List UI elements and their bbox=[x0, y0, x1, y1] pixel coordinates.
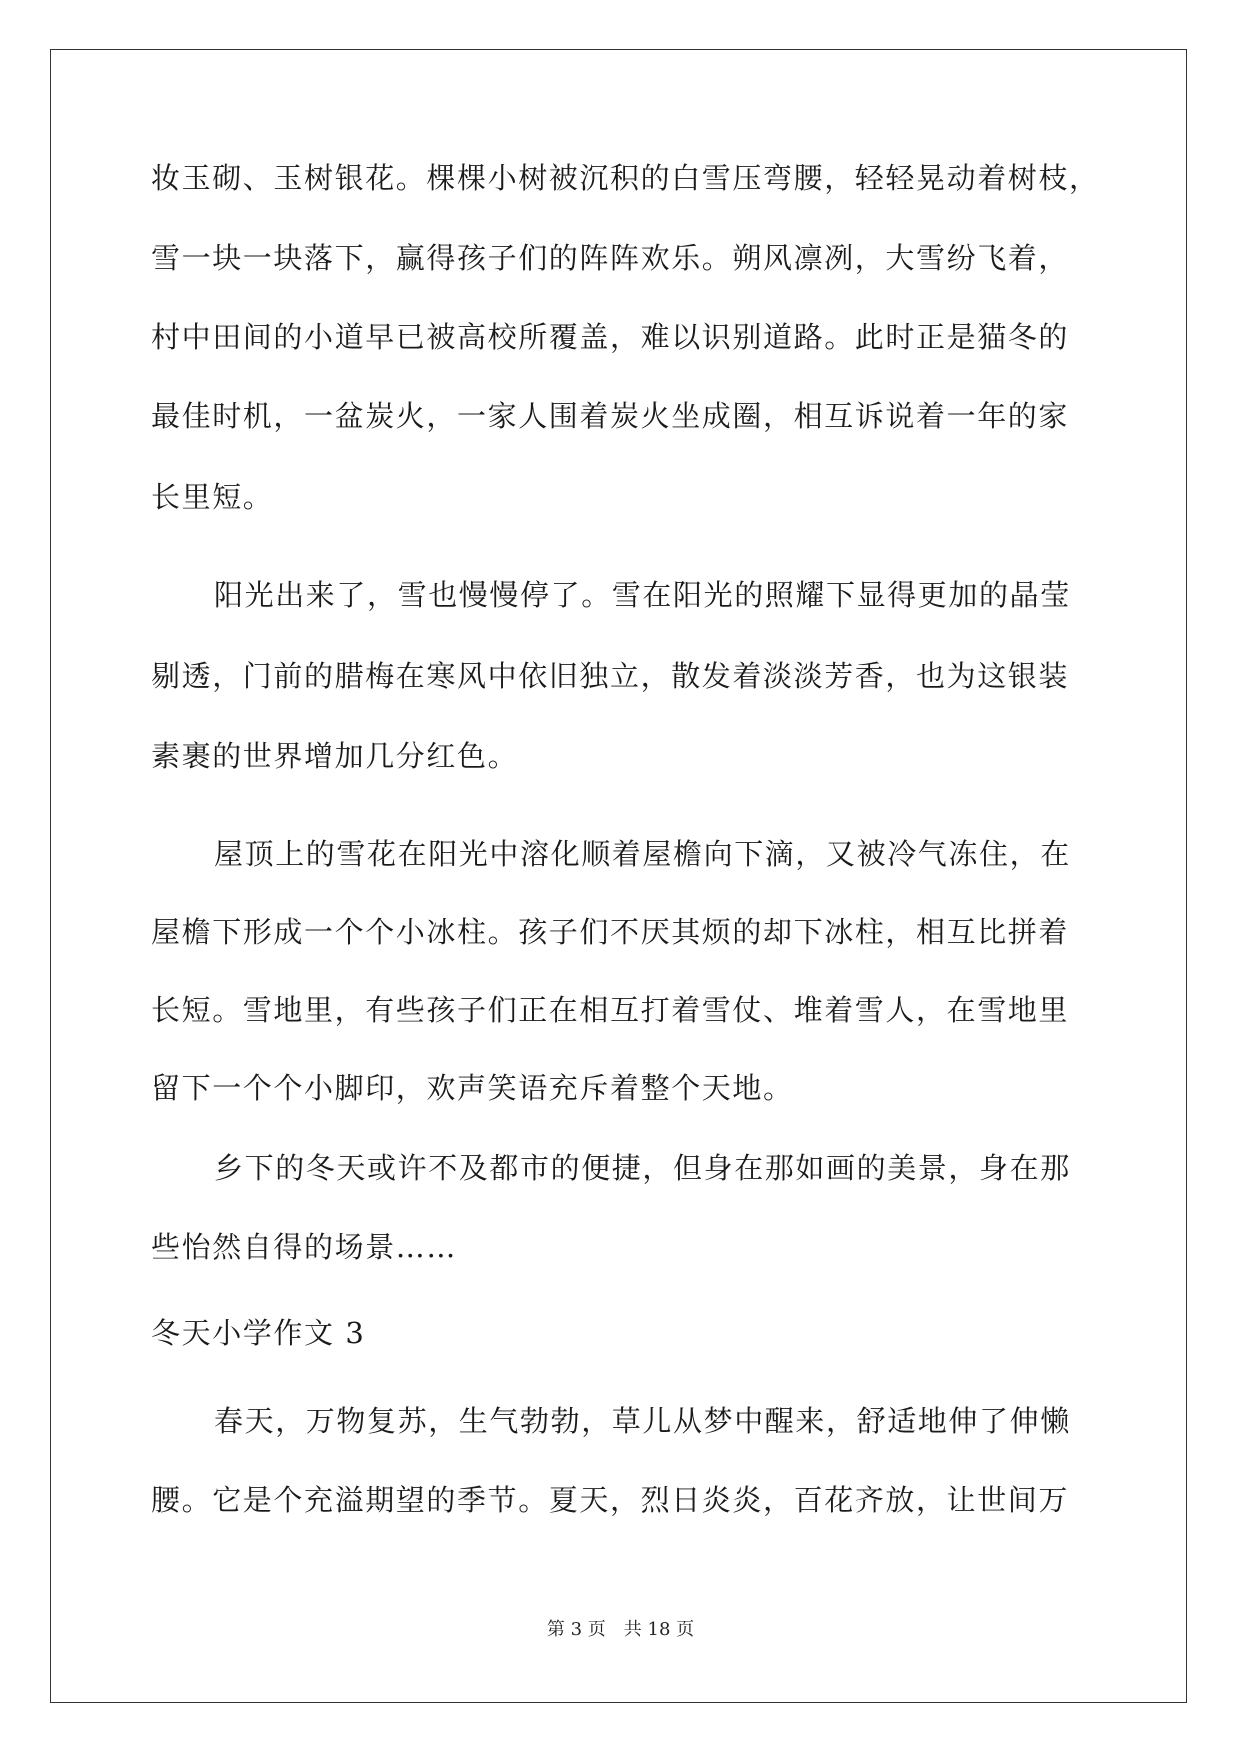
paragraph-start: 春天，万物复苏，生气勃勃，草儿从梦中醒来，舒适地伸了伸懒 bbox=[214, 1404, 1071, 1438]
paragraph-start: 屋顶上的雪花在阳光中溶化顺着屋檐向下滴，又被冷气冻住，在 bbox=[214, 837, 1071, 871]
page-total: 共 18 页 bbox=[623, 1619, 695, 1640]
text-line: 村中田间的小道早已被高校所覆盖，难以识别道路。此时正是猫冬的 bbox=[151, 320, 1070, 354]
text-line: 长里短。 bbox=[151, 480, 274, 514]
text-line: 剔透，门前的腊梅在寒风中依旧独立，散发着淡淡芳香，也为这银装 bbox=[151, 659, 1070, 693]
section-heading: 冬天小学作文 3 bbox=[151, 1316, 366, 1350]
text-line: 雪一块一块落下，赢得孩子们的阵阵欢乐。朔风凛冽，大雪纷飞着， bbox=[151, 241, 1070, 275]
paragraph-start: 阳光出来了，雪也慢慢停了。雪在阳光的照耀下显得更加的晶莹 bbox=[214, 578, 1071, 612]
text-line: 屋檐下形成一个个小冰柱。孩子们不厌其烦的却下冰柱，相互比拼着 bbox=[151, 915, 1070, 949]
text-line: 长短。雪地里，有些孩子们正在相互打着雪仗、堆着雪人，在雪地里 bbox=[151, 993, 1070, 1027]
text-line: 腰。它是个充溢期望的季节。夏天，烈日炎炎，百花齐放，让世间万 bbox=[151, 1483, 1070, 1517]
page-border bbox=[50, 49, 1187, 1703]
text-line: 些怡然自得的场景…… bbox=[151, 1230, 458, 1264]
paragraph-start: 乡下的冬天或许不及都市的便捷，但身在那如画的美景，身在那 bbox=[214, 1151, 1071, 1185]
text-line: 素裹的世界增加几分红色。 bbox=[151, 739, 519, 773]
text-line: 最佳时机，一盆炭火，一家人围着炭火坐成圈，相互诉说着一年的家 bbox=[151, 399, 1070, 433]
page-footer bbox=[0, 1618, 1241, 1642]
page-number: 第 3 页 bbox=[546, 1619, 606, 1640]
text-line: 妆玉砌、玉树银花。棵棵小树被沉积的白雪压弯腰，轻轻晃动着树枝， bbox=[151, 161, 1100, 195]
text-line: 留下一个个小脚印，欢声笑语充斥着整个天地。 bbox=[151, 1071, 794, 1105]
